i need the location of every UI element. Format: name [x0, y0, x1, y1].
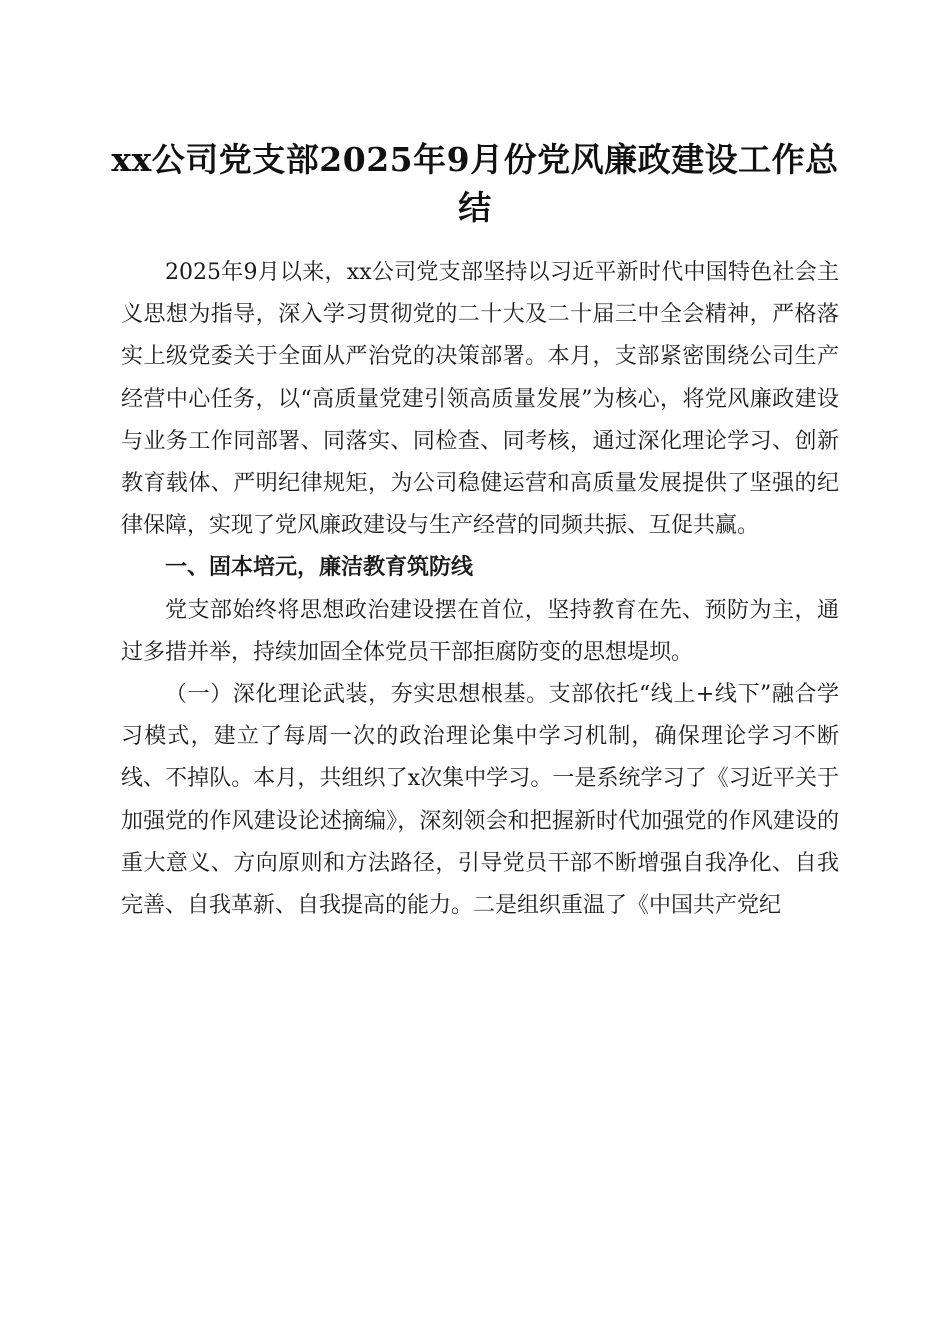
subsection-paragraph	[121, 674, 839, 927]
section-heading: 一、固本培元，廉洁教育筑防线	[165, 555, 474, 581]
document-body	[121, 252, 839, 927]
document-title: xx公司党支部2025年9月份党风廉政建设工作总结	[111, 140, 839, 227]
subsection-body: 支部依托“线上+线下”融合学习模式，建立了每周一次的政治理论集中学习机制，确保理论学习不断线、不掉队。本月，共组织了x次集中学习。一是系统学习了《习近平关于加强党的作风建设论述摘编》，深刻领会和把握新时代加强党的作风建设的重大意义、方向原则和方法路径，引导党员干部不断增强自我净化、自我完善、自我革新、自我提高的能力。二是组织重温了《中国共产党纪	[121, 682, 839, 919]
subsection-lead: （一）深化理论武装，夯实思想根基。	[165, 682, 549, 708]
intro-paragraph: 2025年9月以来，xx公司党支部坚持以习近平新时代中国特色社会主义思想为指导，深入学习贯彻党的二十大及二十届三中全会精神，严格落实上级党委关于全面从严治党的决策部署。本月，支部紧密围绕公司生产经营中心任务，以“高质量党建引领高质量发展”为核心，将党风廉政建设与业务工作同部署、同落实、同检查、同考核，通过深化理论学习、创新教育载体、严明纪律规矩，为公司稳健运营和高质量发展提供了坚强的纪律保障，实现了党风廉政建设与生产经营的同频共振、互促共赢。	[121, 260, 839, 539]
section-intro-paragraph: 党支部始终将思想政治建设摆在首位，坚持教育在先、预防为主，通过多措并举，持续加固全体党员干部拒腐防变的思想堤坝。	[121, 597, 839, 665]
